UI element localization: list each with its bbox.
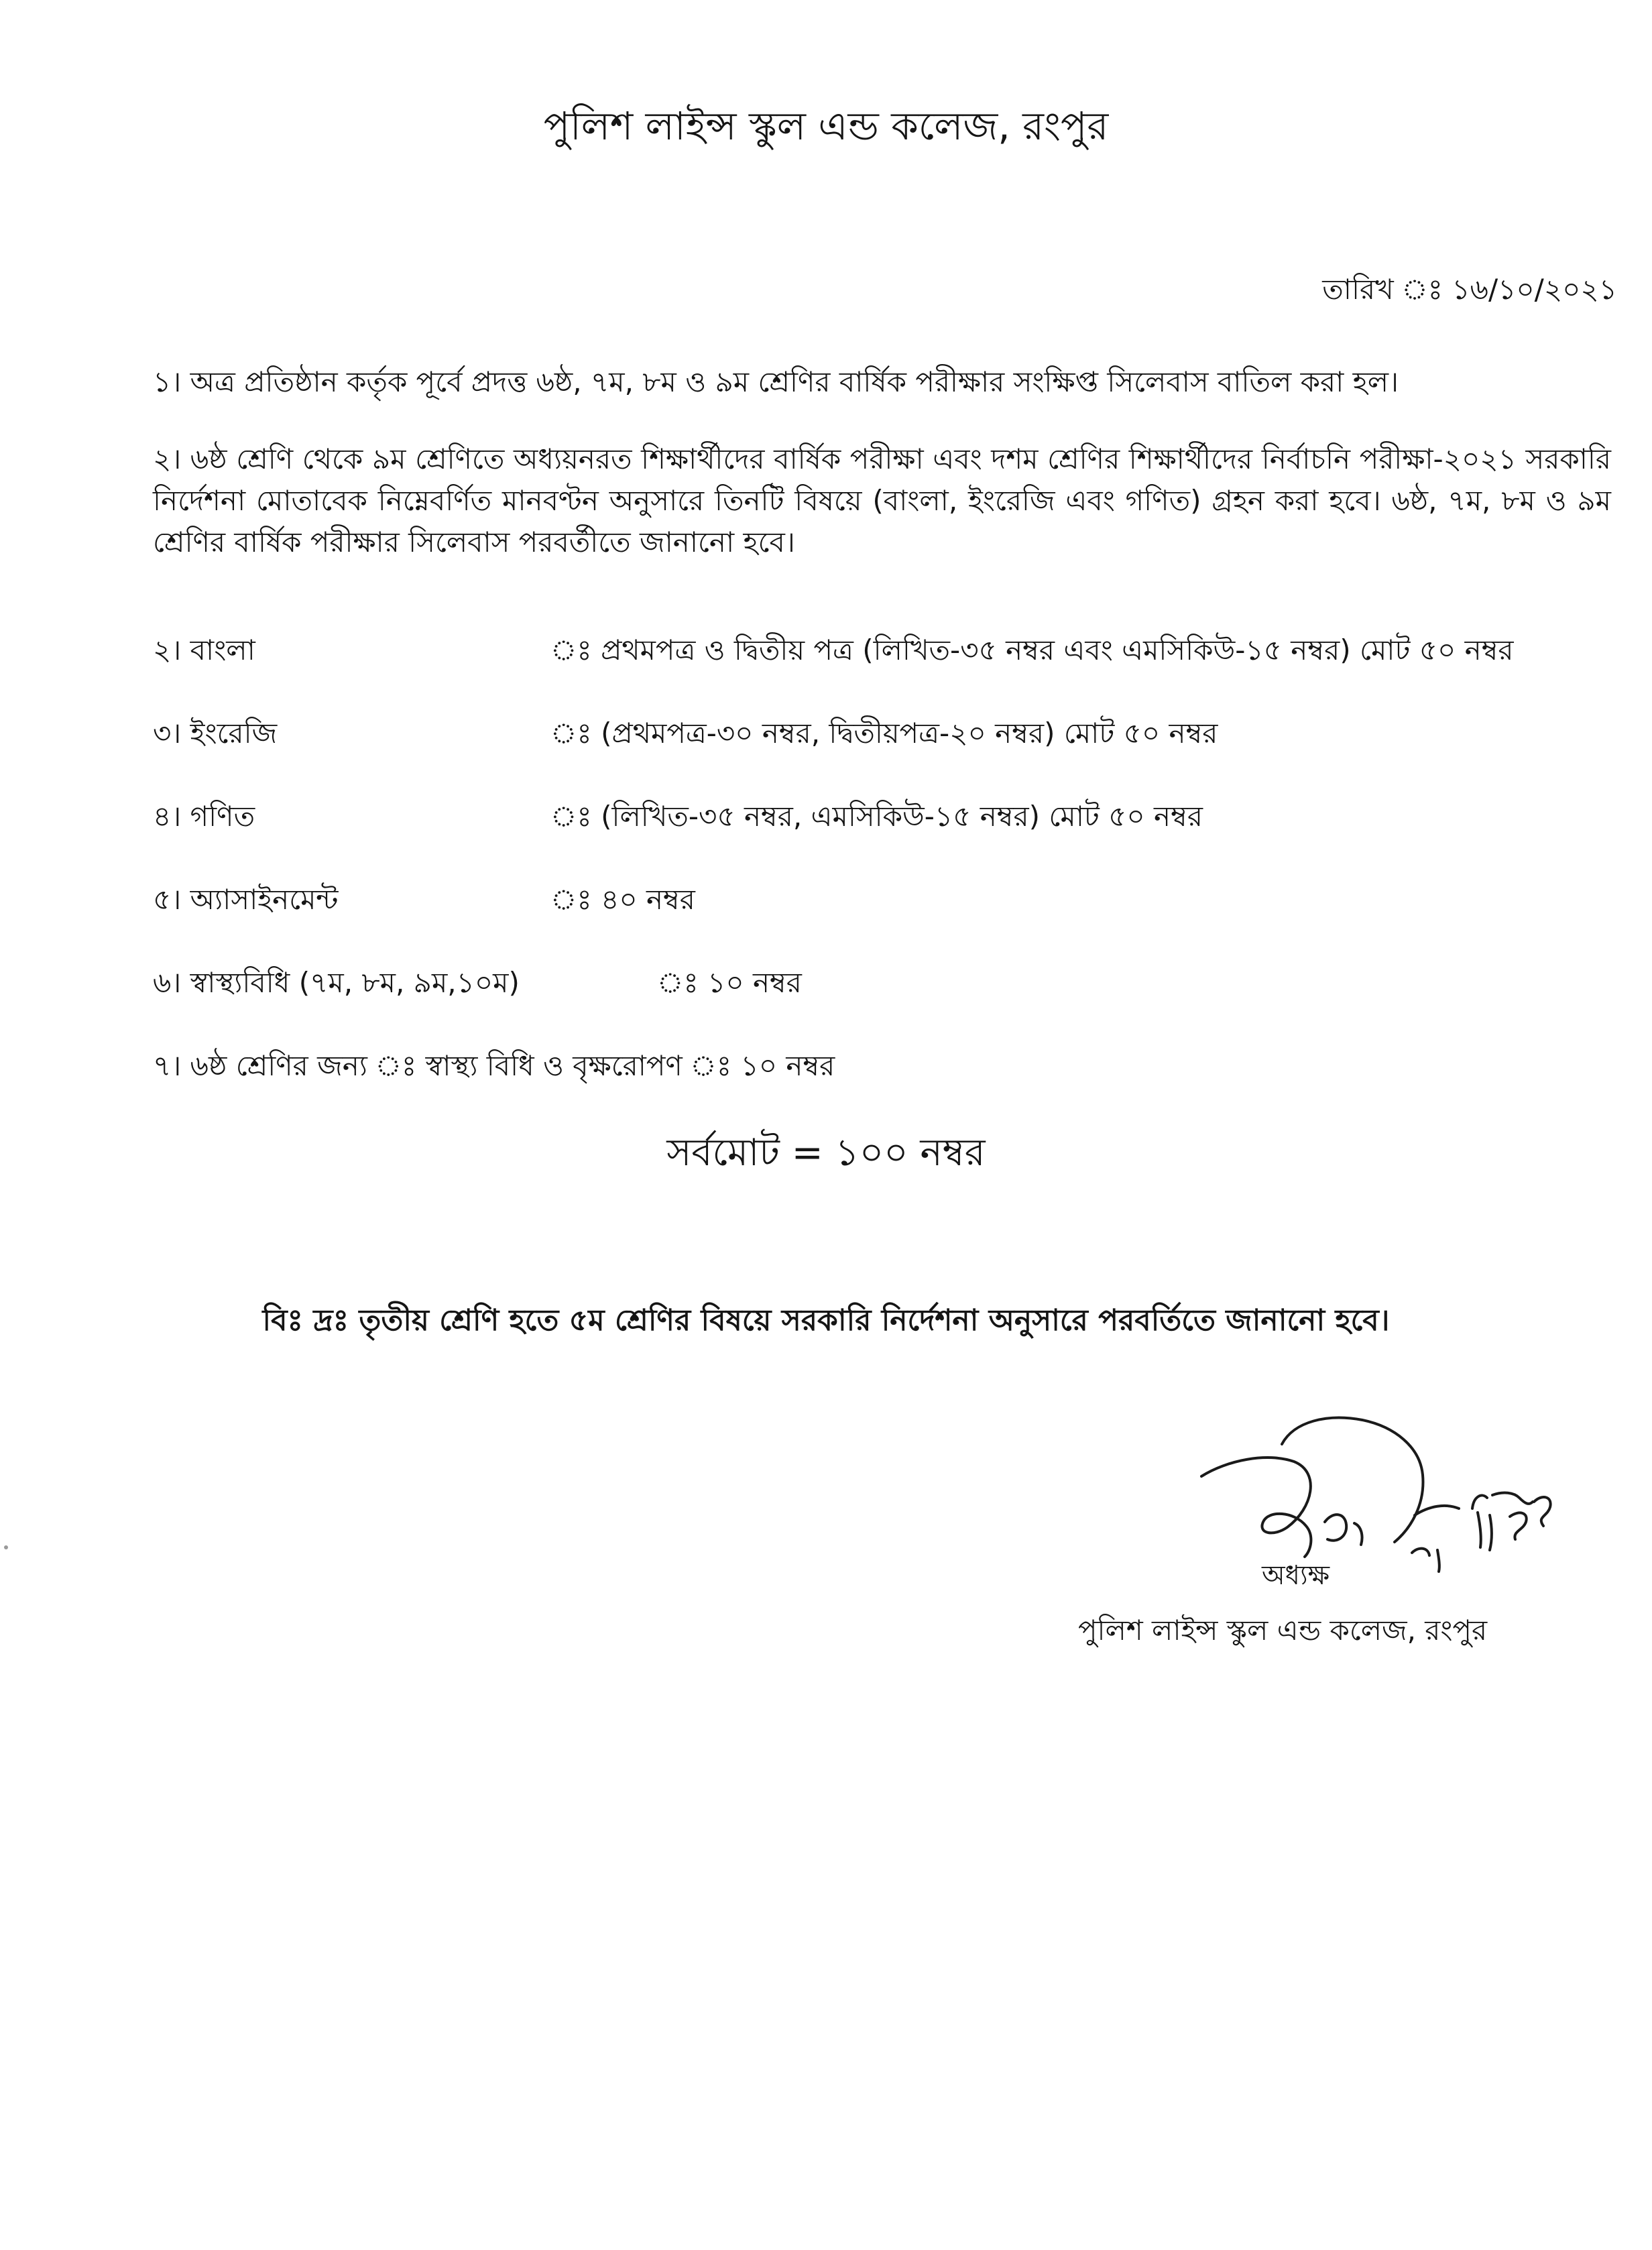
handwritten-signature xyxy=(1193,1408,1569,1582)
marks-subject-label: ৪। গণিত xyxy=(153,800,255,833)
marks-distribution: ঃ ৪০ নম্বর xyxy=(550,883,695,916)
marks-distribution: ঃ ১০ নম্বর xyxy=(657,966,802,999)
notice-date: তারিখ ঃ ১৬/১০/২০২১ xyxy=(1322,273,1617,306)
signatory-title: অধ্যক্ষ xyxy=(1262,1560,1330,1591)
marks-subject-label: ৩। ইংরেজি xyxy=(153,717,278,750)
marks-subject-label: ৬। স্বাস্থ্যবিধি (৭ম, ৮ম, ৯ম,১০ম) xyxy=(153,966,520,999)
signatory-institution: পুলিশ লাইন্স স্কুল এন্ড কলেজ, রংপুর xyxy=(1078,1614,1488,1647)
notice-point-2: ২। ৬ষ্ঠ শ্রেণি থেকে ৯ম শ্রেণিতে অধ্যয়নরত শিক্ষার্থীদের বার্ষিক পরীক্ষা এবং দশম শ্রেণির শিক্ষার্থীদের নির্বাচনি পরীক্ষা-২০২১ সরকারি নির্দেশনা মোতাবেক নিম্নেবর্ণিত মানবণ্টন অনুসারে তিনটি বিষয়ে (বাংলা, ইংরেজি এবং গণিত) গ্রহন করা হবে। ৬ষ্ঠ, ৭ম, ৮ম ও ৯ম শ্রেণির বার্ষিক পরীক্ষার সিলেবাস পরবর্তীতে জানানো হবে। xyxy=(153,442,1611,558)
institution-heading: পুলিশ লাইন্স স্কুল এন্ড কলেজ, রংপুর xyxy=(543,103,1109,149)
scan-speck xyxy=(4,1545,8,1549)
marks-subject-label: ২। বাংলা xyxy=(153,634,255,666)
marks-distribution: ঃ (লিখিত-৩৫ নম্বর, এমসিকিউ-১৫ নম্বর) মোট ৫০ নম্বর xyxy=(550,800,1203,833)
grand-total: সর্বমোট = ১০০ নম্বর xyxy=(666,1131,986,1175)
footnote: বিঃ দ্রঃ তৃতীয় শ্রেণি হতে ৫ম শ্রেণির বিষয়ে সরকারি নির্দেশনা অনুসারে পরবর্তিতে জানানো হবে। xyxy=(262,1303,1390,1338)
marks-distribution: ঃ (প্রথমপত্র-৩০ নম্বর, দ্বিতীয়পত্র-২০ নম্বর) মোট ৫০ নম্বর xyxy=(550,717,1218,750)
marks-distribution: ঃ প্রথমপত্র ও দ্বিতীয় পত্র (লিখিত-৩৫ নম্বর এবং এমসিকিউ-১৫ নম্বর) মোট ৫০ নম্বর xyxy=(550,634,1514,666)
marks-subject-label: ৫। অ্যাসাইনমেন্ট xyxy=(153,883,339,916)
marks-subject-label: ৭। ৬ষ্ঠ শ্রেণির জন্য ঃ স্বাস্থ্য বিধি ও বৃক্ষরোপণ ঃ ১০ নম্বর xyxy=(153,1049,835,1082)
notice-point-1: ১। অত্র প্রতিষ্ঠান কর্তৃক পূর্বে প্রদত্ত ৬ষ্ঠ, ৭ম, ৮ম ও ৯ম শ্রেণির বার্ষিক পরীক্ষার সংক্ষিপ্ত সিলেবাস বাতিল করা হল। xyxy=(153,365,1399,398)
